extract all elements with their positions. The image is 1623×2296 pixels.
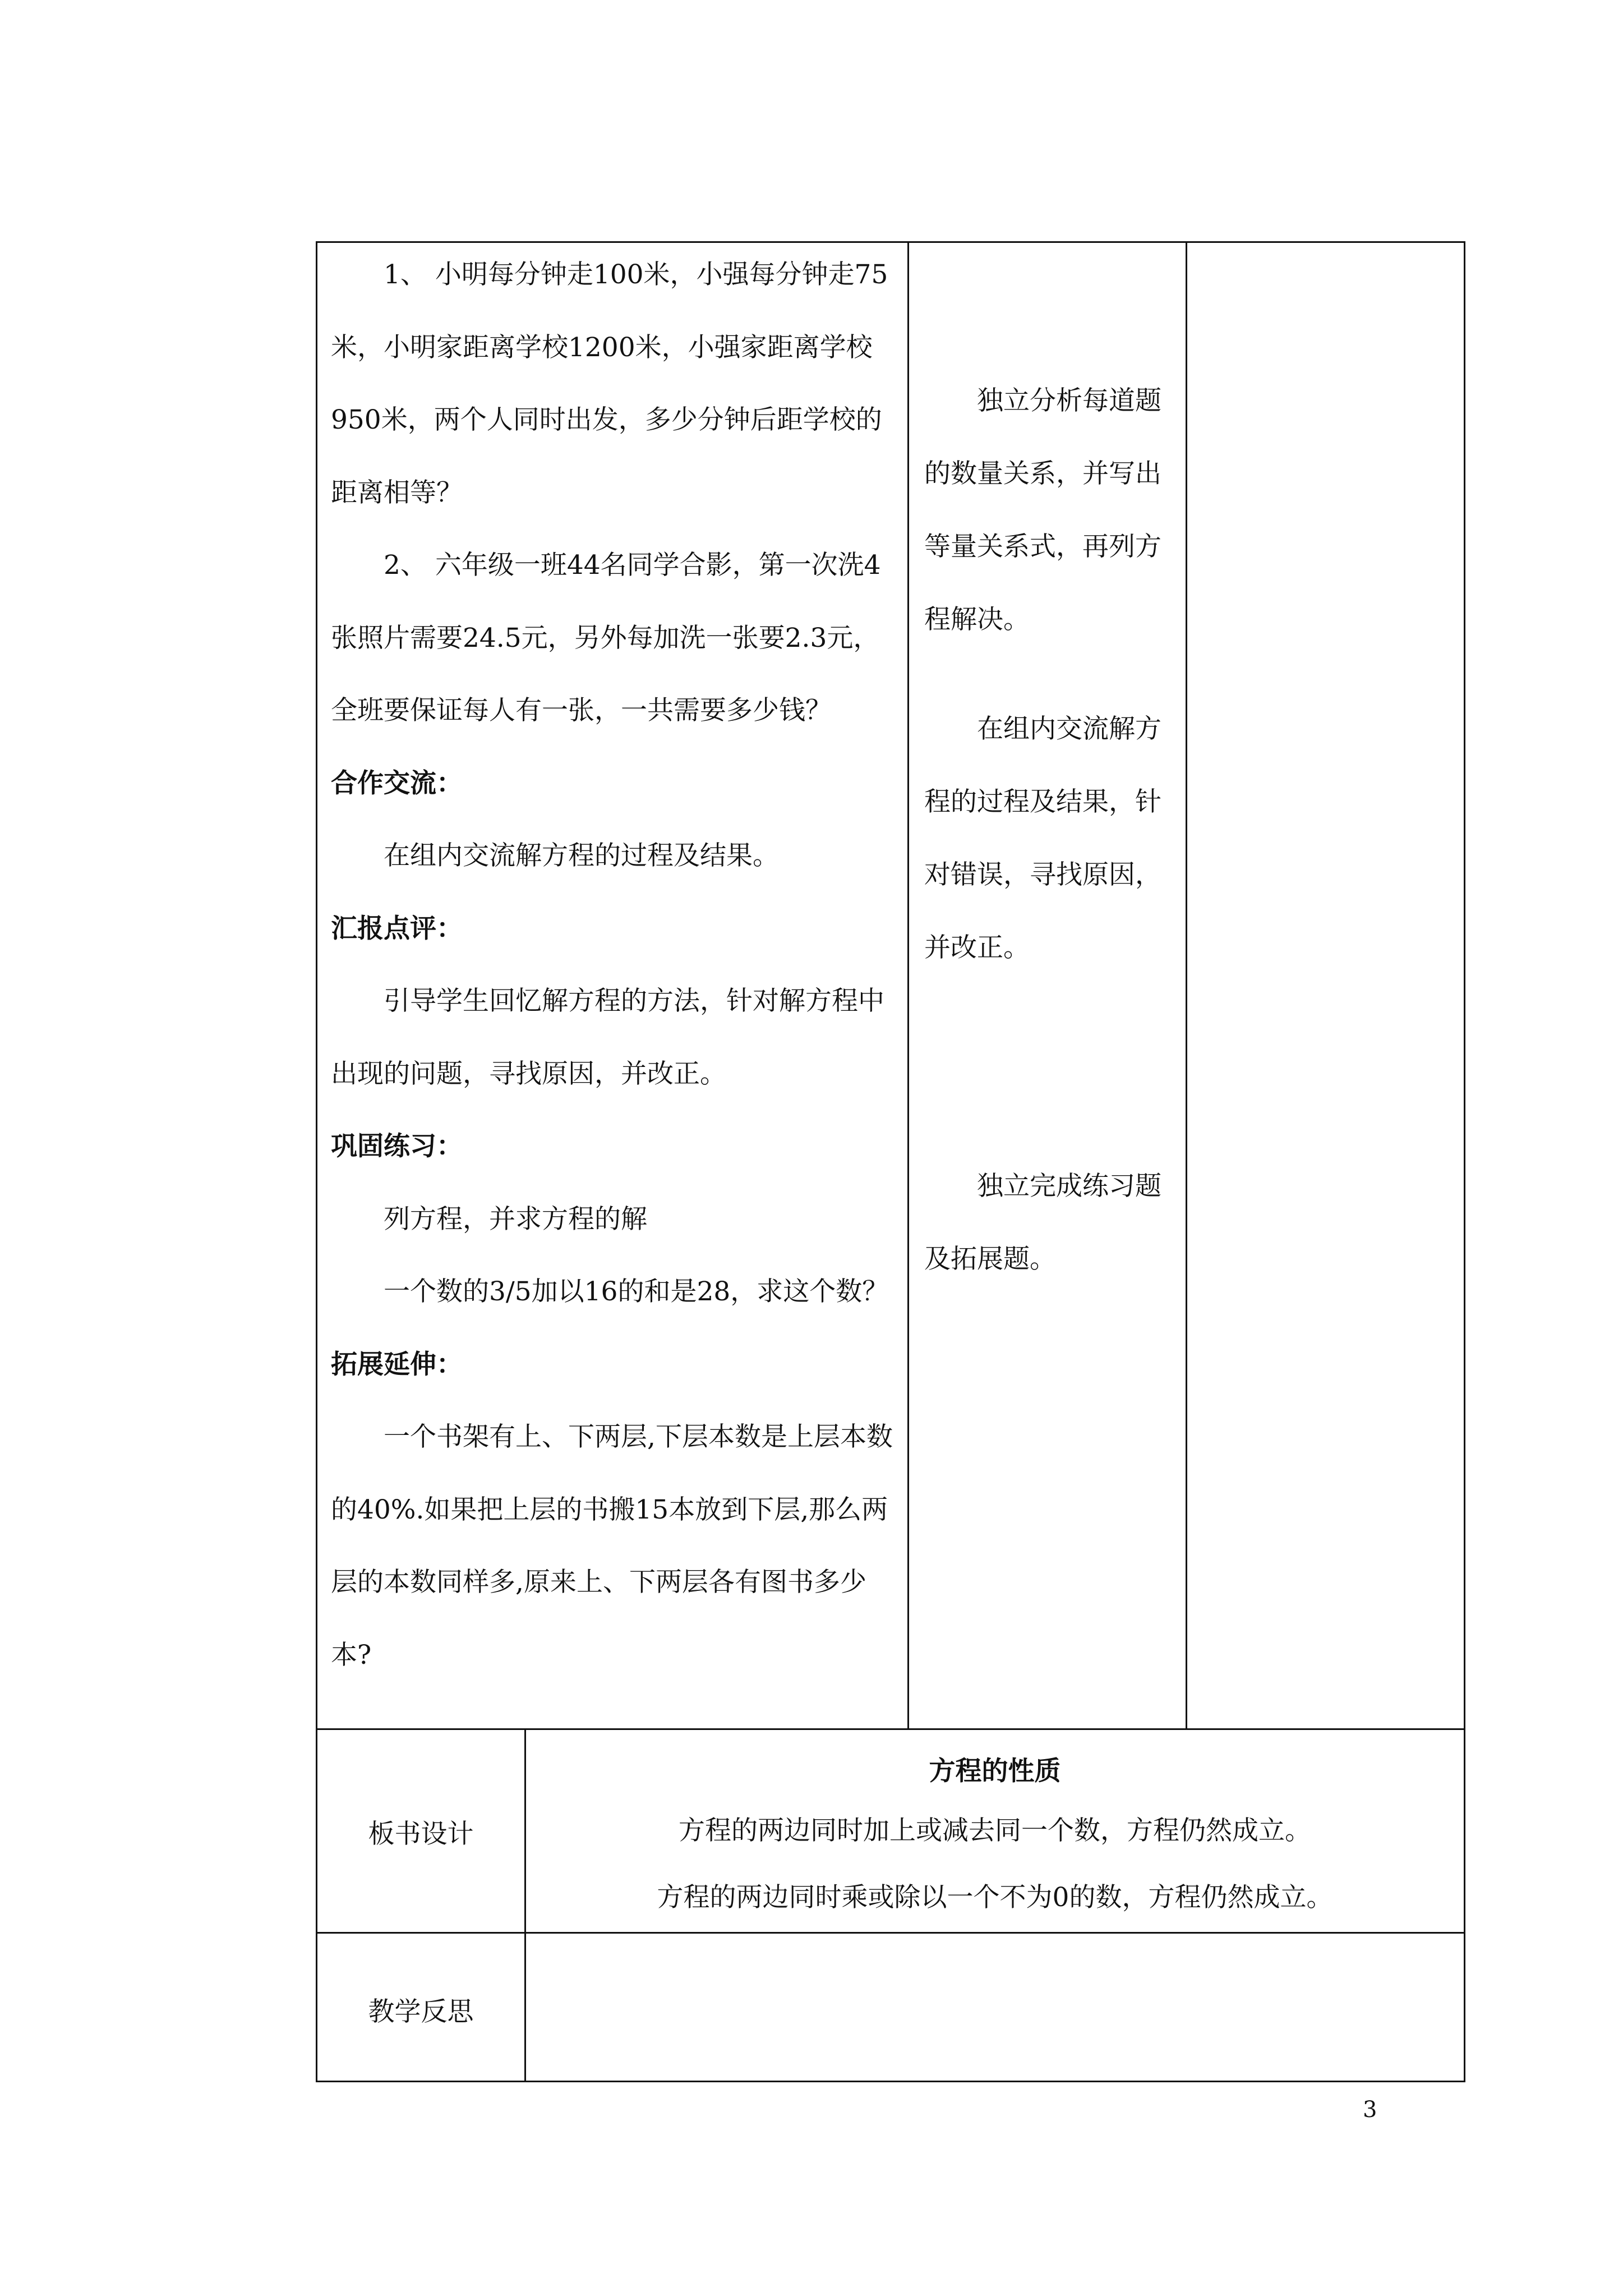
student-activity-block-1 [924, 365, 1177, 656]
student-activity-block-2 [924, 693, 1177, 984]
practice-instruction: 列方程，并求方程的解 [384, 1203, 647, 1235]
student-activity-text-1: 独立分析每道题的数量关系，并写出等量关系式，再列方程解决。 [924, 385, 1161, 635]
board-design-line-2: 方程的两边同时乘或除以一个不为0的数，方程仍然成立。 [657, 1882, 1333, 1913]
extension-question: 一个书架有上、下两层,下层本数是上层本数的40%.如果把上层的书搬15本放到下层,那么两层的本数同样多,原来上、下两层各有图书多少本? [331, 1421, 893, 1671]
student-activity-text-3: 独立完成练习题及拓展题。 [924, 1171, 1161, 1274]
reflection-label: 教学反思 [368, 1996, 474, 2027]
reflection-content [526, 1934, 1464, 2081]
section-heading-extension: 拓展延伸： [331, 1349, 463, 1380]
student-activity-text-2: 在组内交流解方程的过程及结果，针对错误，寻找原因，并改正。 [924, 714, 1161, 963]
board-design-line-1: 方程的两边同时加上或减去同一个数，方程仍然成立。 [679, 1815, 1311, 1846]
student-activity-block-3 [924, 1150, 1177, 1296]
report-text: 引导学生回忆解方程的方法，针对解方程中出现的问题，寻找原因，并改正。 [331, 986, 884, 1089]
board-design-title: 方程的性质 [929, 1756, 1061, 1787]
practice-question: 一个数的3/5加以16的和是28，求这个数？ [384, 1276, 889, 1307]
section-heading-practice: 巩固练习： [331, 1131, 463, 1162]
teaching-content-cell [331, 238, 897, 1691]
exercise-2: 2、 六年级一班44名同学合影，第一次洗4张照片需要24.5元，另外每加洗一张要2.3元，全班要保证每人有一张，一共需要多少钱？ [331, 550, 881, 726]
board-design-content [526, 1728, 1464, 1932]
board-design-label: 板书设计 [368, 1819, 474, 1849]
cooperation-text: 在组内交流解方程的过程及结果。 [384, 840, 779, 871]
column-divider-1 [907, 241, 909, 1730]
column-divider-2 [1186, 241, 1187, 1730]
page-number: 3 [1363, 2097, 1377, 2123]
section-heading-cooperation: 合作交流： [331, 767, 463, 799]
section-heading-report: 汇报点评： [331, 913, 463, 944]
exercise-1: 1、 小明每分钟走100米，小强每分钟走75米，小明家距离学校1200米，小强家距离学校950米，两个人同时出发，多少分钟后距学校的距离相等？ [331, 259, 888, 508]
